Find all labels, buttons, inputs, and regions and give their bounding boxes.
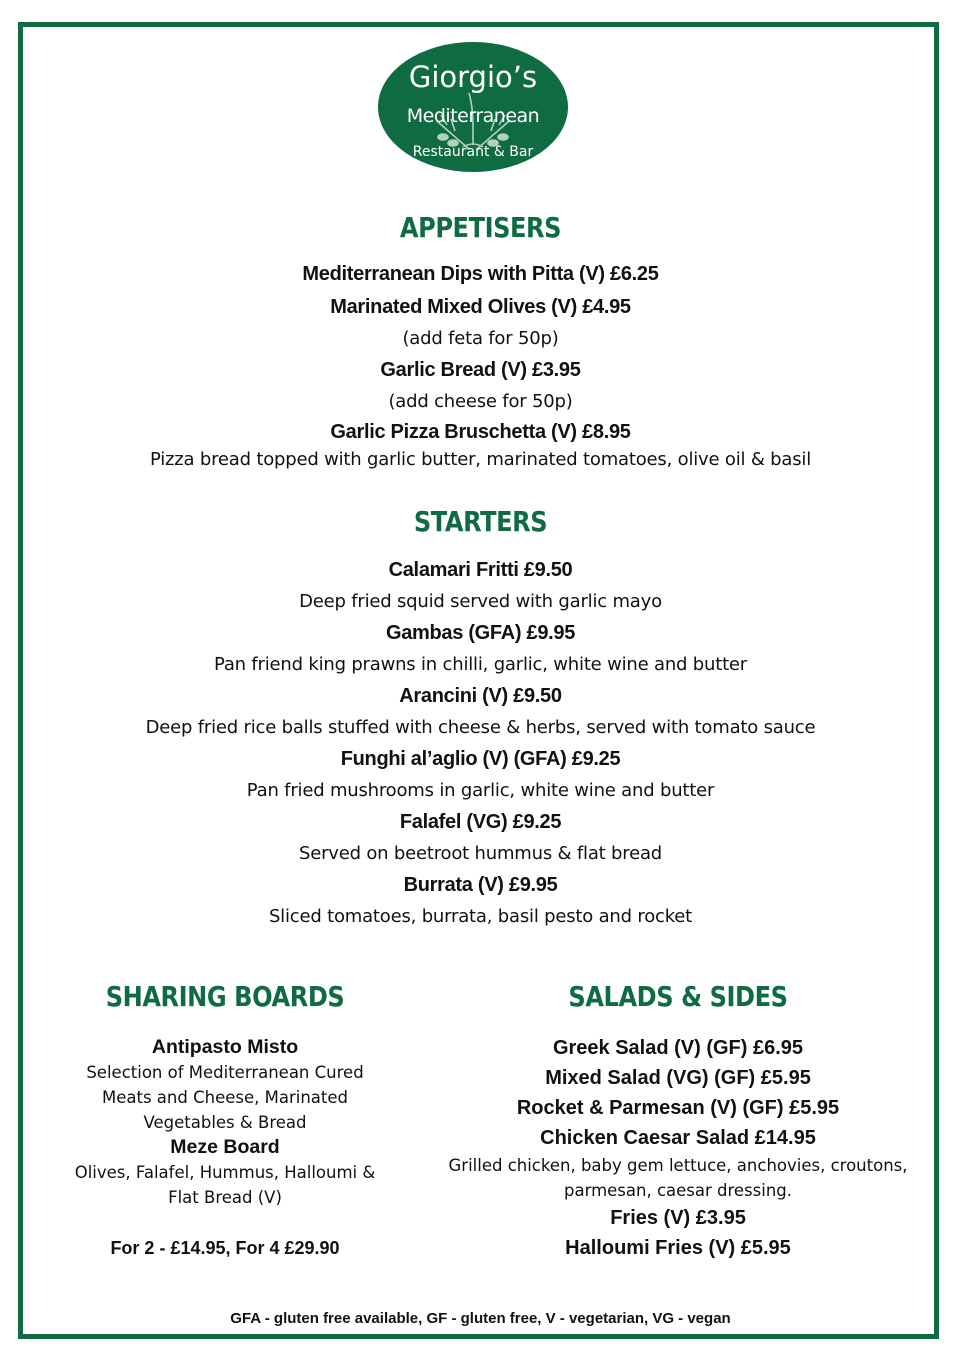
salads-sides-heading: SALADS & SIDES [568, 980, 788, 1013]
sharing-boards-heading: SHARING BOARDS [105, 980, 345, 1013]
item-description: Olives, Falafel, Hummus, Halloumi & [74, 1163, 376, 1182]
menu-item: Halloumi Fries (V) £5.95 [565, 1237, 791, 1259]
sharing-boards-pricing: For 2 - £14.95, For 4 £29.90 [110, 1238, 340, 1258]
item-description: Deep fried rice balls stuffed with cheese & herbs, served with tomato sauce [145, 717, 816, 738]
item-description: Vegetables & Bread [143, 1113, 307, 1132]
starters-heading: STARTERS [413, 505, 548, 538]
item-description: Selection of Mediterranean Cured [86, 1063, 364, 1082]
menu-item: Gambas (GFA) £9.95 [385, 622, 576, 644]
item-note: (add feta for 50p) [402, 328, 559, 349]
item-description: Pizza bread topped with garlic butter, marinated tomatoes, olive oil & basil [149, 449, 812, 470]
logo-name: Giorgio’s [408, 60, 538, 94]
menu-item: Marinated Mixed Olives (V) £4.95 [330, 296, 631, 318]
menu-item: Rocket & Parmesan (V) (GF) £5.95 [516, 1097, 840, 1119]
appetisers-heading: APPETISERS [399, 211, 562, 244]
menu-item: Funghi al’aglio (V) (GFA) £9.25 [340, 748, 621, 770]
item-description: Flat Bread (V) [168, 1188, 282, 1207]
restaurant-logo [377, 41, 569, 173]
item-description: Sliced tomatoes, burrata, basil pesto and rocket [268, 906, 693, 927]
sharing-boards-section [58, 980, 392, 1020]
menu-item: Garlic Pizza Bruschetta (V) £8.95 [330, 421, 631, 443]
item-description: Deep fried squid served with garlic mayo [299, 591, 662, 612]
menu-item: Calamari Fritti £9.50 [388, 559, 573, 581]
item-description: parmesan, caesar dressing. [563, 1181, 793, 1200]
menu-item: Arancini (V) £9.50 [399, 685, 562, 707]
menu-item: Mediterranean Dips with Pitta (V) £6.25 [302, 263, 659, 285]
menu-item: Meze Board [170, 1136, 280, 1158]
menu-item: Greek Salad (V) (GF) £6.95 [552, 1037, 804, 1059]
logo-subtitle: Mediterranean [406, 105, 540, 127]
menu-item: Chicken Caesar Salad £14.95 [540, 1127, 816, 1149]
salads-sides-list [430, 1033, 926, 1263]
menu-item: Fries (V) £3.95 [610, 1207, 746, 1229]
sharing-boards-list [58, 1035, 392, 1210]
logo-tagline: Restaurant & Bar [412, 144, 534, 160]
menu-item: Falafel (VG) £9.25 [399, 811, 562, 833]
dietary-legend: GFA - gluten free available, GF - gluten free, V - vegetarian, VG - vegan [230, 1310, 731, 1327]
item-description: Pan friend king prawns in chilli, garlic, white wine and butter [213, 654, 748, 675]
menu-item: Burrata (V) £9.95 [403, 874, 558, 896]
item-description: Meats and Cheese, Marinated [102, 1088, 348, 1107]
menu-item: Antipasto Misto [151, 1036, 299, 1058]
menu-item: Garlic Bread (V) £3.95 [380, 359, 581, 381]
salads-sides-section [430, 980, 926, 1020]
item-description: Grilled chicken, baby gem lettuce, anchovies, croutons, [448, 1156, 908, 1175]
item-note: (add cheese for 50p) [388, 391, 573, 412]
menu-item: Mixed Salad (VG) (GF) £5.95 [545, 1067, 811, 1089]
item-description: Served on beetroot hummus & flat bread [298, 843, 663, 864]
item-description: Pan fried mushrooms in garlic, white wine and butter [246, 780, 715, 801]
